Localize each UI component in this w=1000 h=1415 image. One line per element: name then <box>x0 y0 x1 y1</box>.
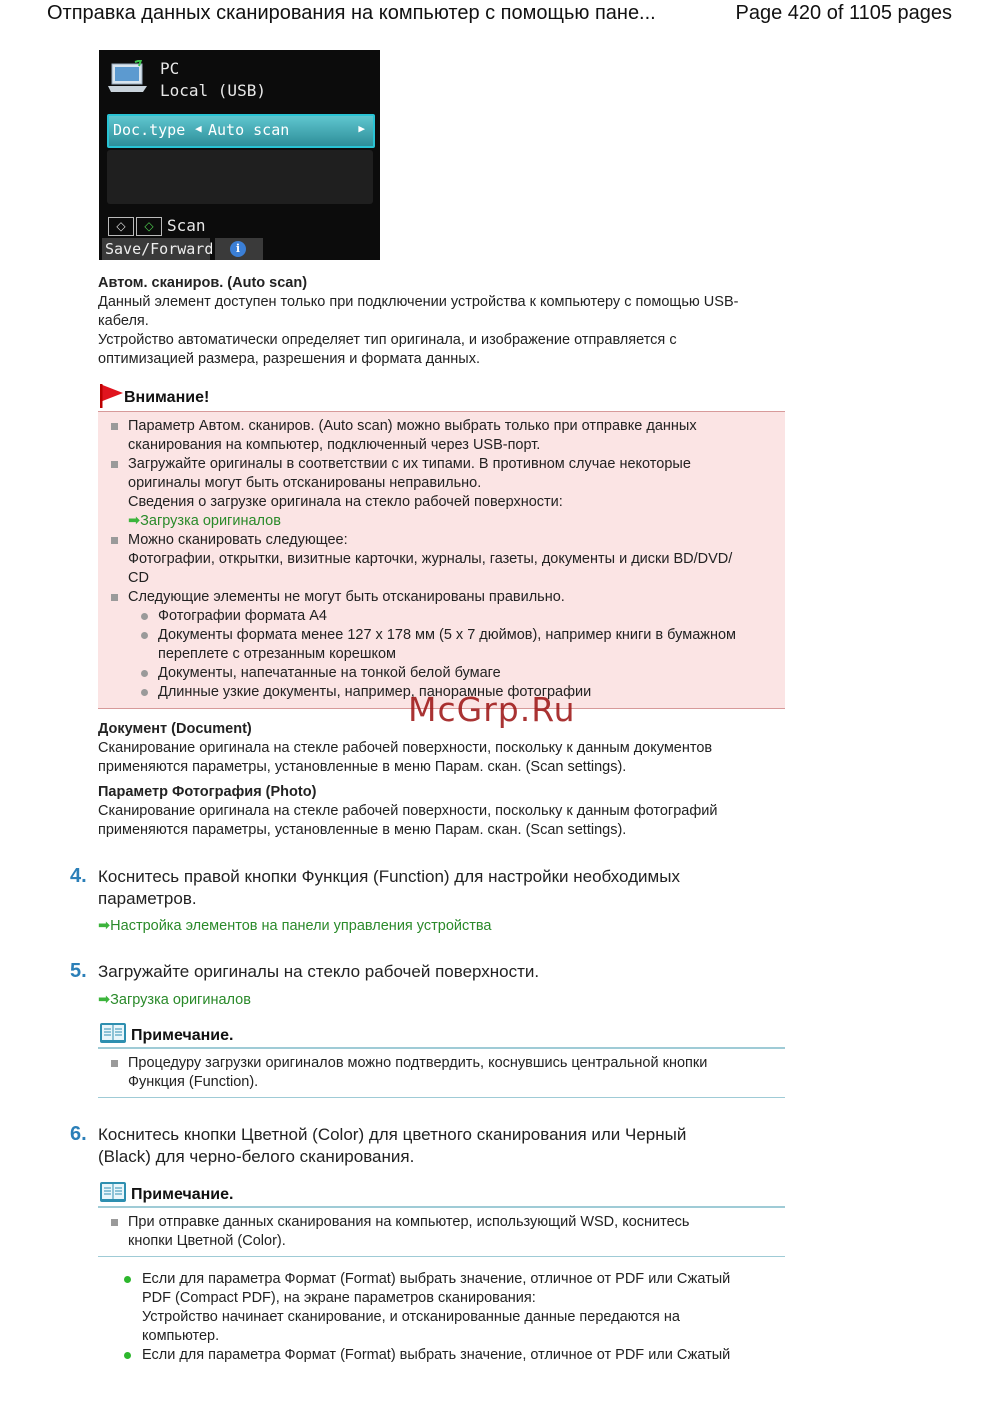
arrow-right-icon: ➡ <box>98 992 111 1008</box>
auto-scan-text: оптимизацией размера, разрешения и формата данных. <box>98 351 481 367</box>
bullet-dot <box>124 1352 131 1359</box>
lcd-screen <box>99 50 380 260</box>
bullet-square <box>111 423 118 430</box>
bullet-text: Если для параметра Формат (Format) выбрать значение, отличное от PDF или Сжатый <box>142 1271 731 1287</box>
divider <box>98 1097 785 1098</box>
caution-subitem: Документы, напечатанные на тонкой белой бумаге <box>158 665 501 681</box>
diamond-icon: ◇ <box>108 217 134 236</box>
arrow-right-icon: ➡ <box>98 918 111 934</box>
divider <box>98 1206 785 1208</box>
bullet-dot <box>141 632 148 639</box>
bullet-dot <box>124 1276 131 1283</box>
auto-scan-text: кабеля. <box>98 313 149 329</box>
doc-type-selector[interactable] <box>107 114 375 148</box>
photo-heading: Параметр Фотография (Photo) <box>98 784 317 800</box>
bullet-text: Если для параметра Формат (Format) выбрать значение, отличное от PDF или Сжатый <box>142 1347 731 1363</box>
note-title: Примечание. <box>131 1186 234 1203</box>
caution-subitem: Фотографии формата A4 <box>158 608 327 624</box>
caution-item: оригиналы могут быть отсканированы неправильно. <box>128 475 482 491</box>
arrow-right-icon[interactable]: ▶ <box>358 122 365 135</box>
info-button[interactable] <box>215 238 263 260</box>
bullet-text: PDF (Compact PDF), на экране параметров сканирования: <box>142 1290 536 1306</box>
bullet-square <box>111 1219 118 1226</box>
lcd-line-connection: Local (USB) <box>160 81 266 100</box>
bullet-dot <box>141 689 148 696</box>
watermark: McGrp.Ru <box>408 690 576 729</box>
caution-box <box>98 383 785 707</box>
book-icon <box>99 1181 127 1203</box>
photo-text: Сканирование оригинала на стекле рабочей поверхности, поскольку к данным фотографий <box>98 803 718 819</box>
bullet-text: компьютер. <box>142 1328 220 1344</box>
caution-title: Внимание! <box>124 389 210 406</box>
note-text: Функция (Function). <box>128 1074 259 1090</box>
bullet-square <box>111 1060 118 1067</box>
step-text: Коснитесь правой кнопки Функция (Function) для настройки необходимых <box>98 867 680 886</box>
bullet-text: Устройство начинает сканирование, и отсканированные данные передаются на <box>142 1309 680 1325</box>
caution-subitem: Длинные узкие документы, например, панорамные фотографии <box>158 684 592 700</box>
laptop-icon <box>107 60 149 96</box>
caution-item: Сведения о загрузке оригинала на стекло рабочей поверхности: <box>128 494 563 510</box>
bullet-square <box>111 594 118 601</box>
start-diamond-icon: ◇ <box>136 217 162 236</box>
caution-item: сканирования на компьютер, подключенный через USB-порт. <box>128 437 541 453</box>
bullet-square <box>111 461 118 468</box>
save-forward-button[interactable]: Save/Forward <box>102 238 210 260</box>
link-text[interactable]: Загрузка оригиналов <box>110 992 251 1008</box>
doc-type-value: Auto scan <box>208 121 290 139</box>
arrow-left-icon[interactable]: ◀ <box>195 122 202 135</box>
document-text: Сканирование оригинала на стекле рабочей поверхности, поскольку к данным документов <box>98 740 713 756</box>
document-heading: Документ (Document) <box>98 721 252 737</box>
caution-subitem: переплете с отрезанным корешком <box>158 646 397 662</box>
flag-icon <box>98 383 124 409</box>
lcd-scan-label: Scan <box>167 216 206 235</box>
document-text: применяются параметры, установленные в меню Парам. скан. (Scan settings). <box>98 759 627 775</box>
page-counter: Page 420 of 1105 pages <box>735 2 952 24</box>
note-text: При отправке данных сканирования на компьютер, использующий WSD, коснитесь <box>128 1214 690 1230</box>
auto-scan-heading: Автом. сканиров. (Auto scan) <box>98 275 308 291</box>
doc-type-label: Doc.type <box>113 121 186 139</box>
note-text: Процедуру загрузки оригиналов можно подтвердить, коснувшись центральной кнопки <box>128 1055 708 1071</box>
step-number: 4. <box>70 865 87 887</box>
bullet-square <box>111 537 118 544</box>
link-loading-originals[interactable] <box>98 991 251 1010</box>
step-text: параметров. <box>98 889 197 908</box>
lcd-line-pc: PC <box>160 59 180 78</box>
auto-scan-text: Данный элемент доступен только при подключении устройства к компьютеру с помощью USB- <box>98 294 739 310</box>
link-text[interactable]: Загрузка оригиналов <box>140 513 281 529</box>
lcd-empty-area <box>107 150 373 204</box>
step-text: Коснитесь кнопки Цветной (Color) для цветного сканирования или Черный <box>98 1125 687 1144</box>
caution-item: Параметр Автом. сканиров. (Auto scan) можно выбрать только при отправке данных <box>128 418 697 434</box>
bullet-dot <box>141 670 148 677</box>
caution-item: CD <box>128 570 149 586</box>
note-title: Примечание. <box>131 1027 234 1044</box>
step-number: 5. <box>70 960 87 982</box>
bullet-dot <box>141 613 148 620</box>
book-icon <box>99 1022 127 1044</box>
caution-item: Фотографии, открытки, визитные карточки, журналы, газеты, документы и диски BD/DVD/ <box>128 551 733 567</box>
step-number: 6. <box>70 1123 87 1145</box>
caution-item: Можно сканировать следующее: <box>128 532 348 548</box>
divider <box>98 1256 785 1257</box>
caution-item: Загружайте оригиналы в соответствии с их типами. В противном случае некоторые <box>128 456 691 472</box>
info-icon: i <box>230 241 246 257</box>
page-header-title: Отправка данных сканирования на компьютер с помощью пане... <box>47 2 656 24</box>
note-text: кнопки Цветной (Color). <box>128 1233 286 1249</box>
step-text: (Black) для черно-белого сканирования. <box>98 1147 415 1166</box>
link-text[interactable]: Настройка элементов на панели управления устройства <box>110 918 492 934</box>
caution-subitem: Документы формата менее 127 x 178 мм (5 x 7 дюймов), например книги в бумажном <box>158 627 737 643</box>
link-panel-settings[interactable] <box>98 917 492 936</box>
divider <box>98 1047 785 1049</box>
arrow-right-icon: ➡ <box>128 513 141 529</box>
step-text: Загружайте оригиналы на стекло рабочей поверхности. <box>98 962 540 981</box>
link-loading-originals[interactable] <box>128 512 281 531</box>
caution-item: Следующие элементы не могут быть отсканированы правильно. <box>128 589 565 605</box>
auto-scan-text: Устройство автоматически определяет тип оригинала, и изображение отправляется с <box>98 332 677 348</box>
photo-text: применяются параметры, установленные в меню Парам. скан. (Scan settings). <box>98 822 627 838</box>
